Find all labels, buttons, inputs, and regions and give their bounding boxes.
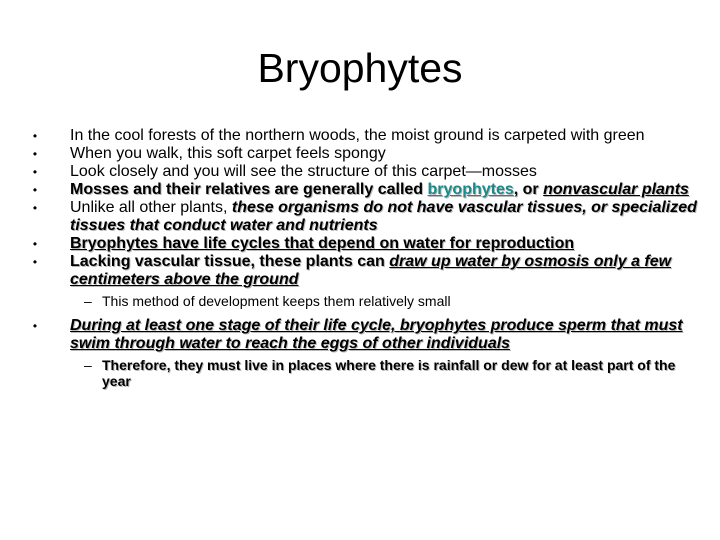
bullet-text: Unlike all other plants, (70, 199, 232, 216)
bryophytes-link[interactable]: bryophytes (427, 181, 514, 198)
bullet-item-7 (28, 253, 708, 289)
bullet-icon: • (32, 165, 38, 179)
sub-bullet-2 (28, 357, 708, 389)
bullet-item-2 (28, 145, 708, 163)
slide-title: Bryophytes (257, 45, 463, 91)
bullet-item-5 (28, 199, 708, 235)
dash-icon: – (84, 357, 92, 373)
bullet-text: In the cool forests of the northern woods, the moist ground is carpeted with green (70, 127, 645, 144)
bullet-icon: • (32, 237, 38, 251)
nonvascular-plants-term: nonvascular plants (543, 181, 689, 198)
bullet-list (28, 127, 708, 389)
bullet-text: During at least one stage of their life cycle, (70, 317, 400, 334)
bullet-text: Mosses and their relatives are generally called (70, 181, 428, 198)
sub-bullet-1 (28, 293, 708, 309)
bullet-item-6 (28, 235, 708, 253)
bullet-emphasis: these organisms do not have vascular tissues, or specialized tissues that conduct water and nutrients (70, 199, 697, 234)
bullet-item-4 (28, 181, 708, 199)
sub-bullet-text: Therefore, they must live in places where there is rainfall or dew for at least part of the year (102, 357, 676, 389)
dash-icon: – (84, 293, 92, 309)
bullet-text: Bryophytes have life cycles that depend on water for reproduction (70, 235, 575, 252)
bullet-icon: • (32, 183, 38, 197)
bullet-item-1 (28, 127, 708, 145)
bullet-item-8 (28, 317, 708, 353)
bullet-icon: • (32, 255, 38, 269)
bullet-icon: • (32, 319, 38, 333)
bullet-emphasis: draw up water by osmosis only a few centimeters above the ground (70, 253, 672, 288)
bullet-text: Look closely and you will see the structure of this carpet—mosses (70, 163, 537, 180)
bullet-item-3 (28, 163, 708, 181)
bullet-text: Lacking vascular tissue, these plants can (70, 253, 390, 270)
sub-bullet-text: This method of development keeps them relatively small (102, 293, 451, 309)
bullet-icon: • (32, 129, 38, 143)
bullet-text: , or (513, 181, 544, 198)
bullet-icon: • (32, 147, 38, 161)
bullet-icon: • (32, 201, 38, 215)
bullet-text: When you walk, this soft carpet feels spongy (70, 145, 386, 162)
bullet-emphasis: bryophytes produce sperm that must swim through water to reach the eggs of other individuals (70, 317, 683, 352)
